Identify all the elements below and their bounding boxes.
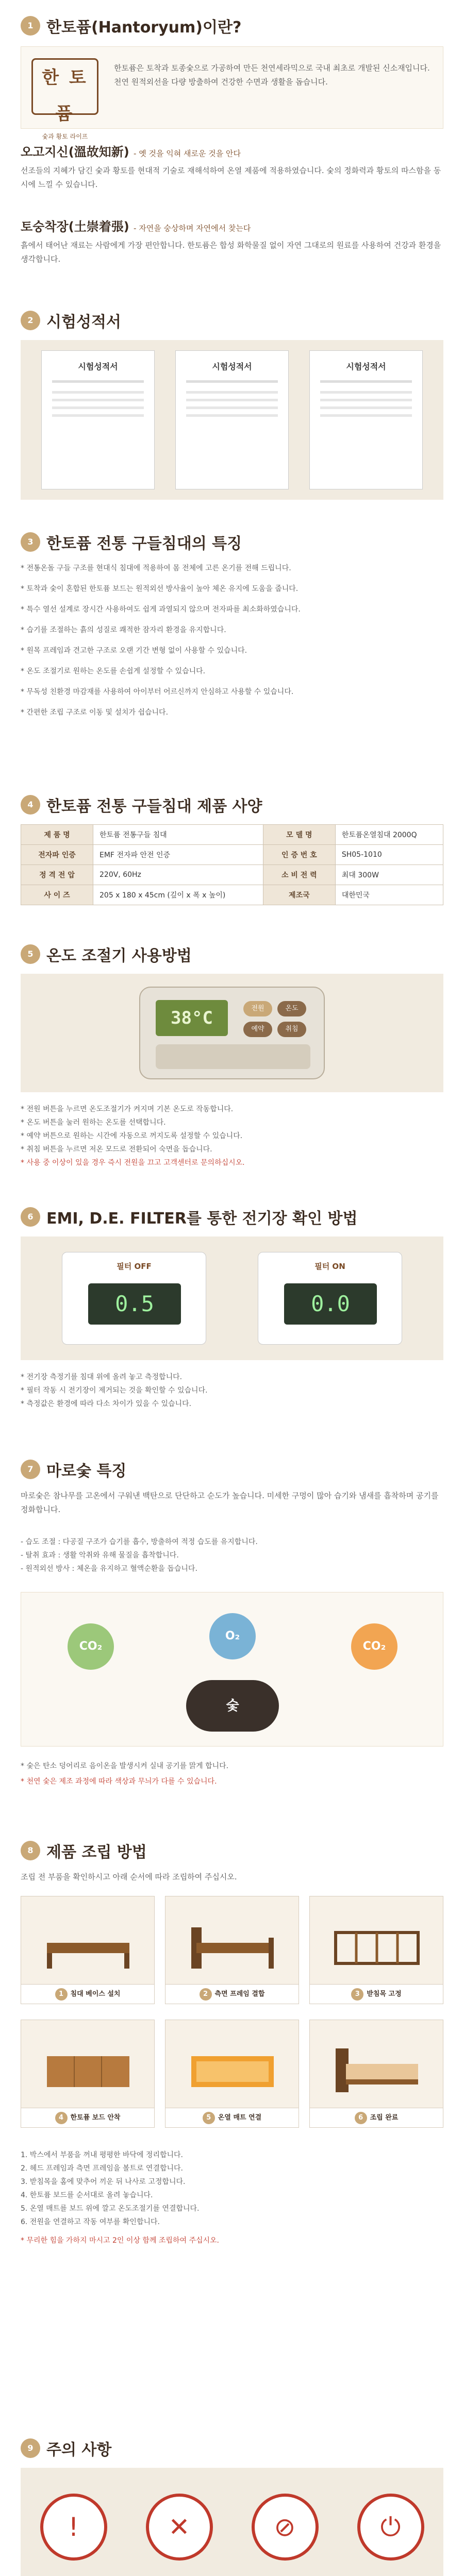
charcoal-caption: * 숯은 탄소 덩어리로 음이온을 발생시켜 실내 공기를 맑게 합니다.	[21, 1762, 229, 1770]
table-row: 사 이 즈 205 x 180 x 45cm (깊이 x 폭 x 높이) 제조국 대한민국	[21, 885, 443, 905]
controller-section	[0, 943, 464, 1190]
charcoal-point: - 습도 조절 : 다공질 구조가 습기를 흡수, 방출하여 적정 습도를 유지합니다.	[21, 1538, 258, 1546]
assembly-notes	[21, 2148, 443, 2247]
co2-left-bubble: CO₂	[68, 1623, 114, 1670]
assembly-section	[0, 1839, 464, 2416]
slat-illustration	[330, 1917, 423, 1974]
assembly-tip: * 무리한 힘을 가하지 마시고 2인 이상 함께 조립하여 주십시오.	[21, 2236, 219, 2245]
spec-heading	[21, 793, 262, 816]
section-title: 제품 조립 방법	[46, 1843, 147, 1861]
section-number: 3	[21, 532, 40, 552]
controller-visual	[21, 974, 443, 1092]
section-title: EMI, D.E. FILTER를 통한 전기장 확인 방법	[46, 1210, 358, 1228]
controller-notes	[21, 1103, 443, 1170]
emf-notes	[21, 1370, 443, 1411]
table-row: 정 격 전 압 220V, 60Hz 소 비 전 력 최대 300W	[21, 865, 443, 885]
controller-note: * 예약 버튼으로 원하는 시간에 자동으로 꺼지도록 설정할 수 있습니다.	[21, 1132, 243, 1140]
reading-label: 필터 OFF	[117, 1262, 152, 1271]
charcoal-section	[0, 1458, 464, 1819]
intro-logo-box	[21, 46, 443, 140]
section-number: 5	[21, 944, 40, 964]
assembly-note: 4. 한토퓸 보드를 순서대로 올려 놓습니다.	[21, 2191, 153, 2199]
power-off-icon: ⏻	[357, 2494, 424, 2561]
temperature-button[interactable]: 온도	[277, 1001, 306, 1016]
feature-item: * 원목 프레임과 견고한 구조로 오랜 기간 변형 없이 사용할 수 있습니다.	[21, 647, 247, 655]
doc-title: 시험성적서	[78, 362, 118, 371]
section-title: 온도 조절기 사용방법	[46, 947, 192, 965]
emf-section	[0, 1206, 464, 1437]
board-illustration	[42, 2041, 135, 2097]
intro-heading	[21, 14, 241, 37]
intro-paragraph: 한토퓸은 토착과 토종숯으로 가공하여 만든 천연세라믹으로 국내 최초로 개발된 신소재입니다. 천연 원적외선을 다량 방출하여 건강한 수면과 생활을 돕습니다.	[114, 63, 430, 87]
logo-sub-text: 숯과 황토 라이프	[42, 133, 88, 140]
section-number: 7	[21, 1460, 40, 1479]
spec-table-wrap	[21, 824, 443, 905]
emf-meter-on	[258, 1252, 402, 1345]
section-number: 8	[21, 1841, 40, 1860]
controller-note: * 사용 중 이상이 있을 경우 즉시 전원을 끄고 고객센터로 문의하십시오.	[21, 1159, 245, 1167]
assembly-step: 2 측면 프레임 결합	[165, 1896, 299, 2004]
controller-display: 38°C	[156, 1000, 228, 1036]
temperature-controller	[139, 987, 325, 1079]
doc-title: 시험성적서	[346, 362, 386, 371]
toso-text: 흙에서 태어난 재료는 사람에게 가장 편안합니다. 한토퓸은 합성 화학물질 없이 자연 그대로의 원료를 사용하여 건강과 환경을 생각합니다.	[21, 241, 441, 264]
spec-table	[21, 824, 443, 905]
emf-visual	[21, 1236, 443, 1360]
caution-heading	[21, 2437, 111, 2460]
no-water-icon: ✕	[146, 2494, 213, 2561]
toso-block	[21, 216, 443, 266]
controller-heading	[21, 943, 192, 965]
assembly-note: 6. 전원을 연결하고 작동 여부를 확인합니다.	[21, 2218, 160, 2226]
hantoryum-logo	[31, 58, 98, 140]
controller-note: * 온도 버튼을 눌러 원하는 온도를 선택합니다.	[21, 1118, 166, 1127]
doc-title: 시험성적서	[212, 362, 252, 371]
features-heading	[21, 531, 242, 553]
intro-section	[0, 0, 464, 309]
table-row: 전자파 인증 EMF 전자파 안전 인증 인 증 번 호 SH05-1010	[21, 845, 443, 865]
emf-note: * 측정값은 환경에 따라 다소 차이가 있을 수 있습니다.	[21, 1400, 192, 1408]
section-number: 9	[21, 2438, 40, 2458]
controller-note: * 취침 버튼을 누르면 저온 모드로 전환되어 숙면을 돕습니다.	[21, 1145, 212, 1154]
assembly-note: 2. 헤드 프레임과 측면 프레임을 볼트로 연결합니다.	[21, 2164, 183, 2173]
section-title: 한토퓸 전통 구들침대의 특징	[46, 535, 242, 553]
sleep-button[interactable]: 취침	[277, 1022, 306, 1037]
charcoal-text: 마로숯은 참나무를 고온에서 구워낸 백탄으로 단단하고 순도가 높습니다. 미세한 구멍이 많아 습기와 냄새를 흡착하며 공기를 정화합니다.	[21, 1491, 439, 1514]
assembly-note: 5. 온열 매트를 보드 위에 깔고 온도조절기를 연결합니다.	[21, 2205, 200, 2213]
spec-section	[0, 793, 464, 927]
section-title: 시험성적서	[46, 313, 121, 331]
feature-item: * 무독성 친환경 마감재를 사용하여 아이부터 어르신까지 안심하고 사용할 수 있습니다.	[21, 688, 294, 696]
charcoal-heading	[21, 1458, 126, 1481]
assembly-step: 3 받침목 고정	[309, 1896, 443, 2004]
toso-title: 토숭착장(土崇着張)	[21, 219, 129, 234]
bed-base-illustration	[42, 1917, 135, 1974]
feature-item: * 습기를 조절하는 흙의 성질로 쾌적한 잠자리 환경을 유지합니다.	[21, 626, 226, 634]
controller-panel	[156, 1044, 310, 1069]
caution-section	[0, 2437, 464, 2576]
assembly-intro: 조립 전 부품을 확인하시고 아래 순서에 따라 조립하여 주십시오.	[21, 1872, 237, 1882]
test-report-doc	[309, 350, 423, 489]
emf-note: * 전기장 측정기를 침대 위에 올려 놓고 측정합니다.	[21, 1373, 183, 1381]
feature-item: * 전통온돌 구들 구조를 현대식 침대에 적용하여 몸 전체에 고른 온기를 전해 드립니다.	[21, 564, 291, 572]
heating-mat-illustration	[186, 2041, 279, 2097]
test-report-doc	[175, 350, 289, 489]
o2-bubble: O₂	[209, 1613, 256, 1659]
charcoal-point: - 원적외선 방사 : 체온을 유지하고 혈액순환을 돕습니다.	[21, 1565, 197, 1573]
section-number: 4	[21, 795, 40, 815]
section-title: 한토퓸 전통 구들침대 제품 사양	[46, 798, 262, 816]
feature-item: * 특수 열선 설계로 장시간 사용하여도 쉽게 과열되지 않으며 전자파를 최소화하였습니다.	[21, 605, 301, 614]
features-list	[21, 562, 443, 726]
finished-bed-illustration	[330, 2041, 423, 2097]
controller-note: * 전원 버튼을 누르면 온도조절기가 켜지며 기본 온도로 작동합니다.	[21, 1105, 234, 1113]
ojoo-text: 선조들의 지혜가 담긴 숯과 황토를 현대적 기술로 재해석하여 온열 제품에 적용하였습니다. 숯의 정화력과 황토의 따스함을 동시에 느낄 수 있습니다.	[21, 166, 441, 189]
charcoal-note: * 천연 숯은 제조 과정에 따라 색상과 무늬가 다를 수 있습니다.	[21, 1777, 217, 1786]
charcoal-block: 숯	[186, 1680, 279, 1732]
section-number: 2	[21, 311, 40, 330]
ojoo-subtitle: - 옛 것을 익혀 새로운 것을 안다	[134, 149, 241, 158]
caution-icons	[21, 2468, 443, 2576]
assembly-heading	[21, 1839, 147, 1862]
features-section	[0, 531, 464, 773]
side-frame-illustration	[186, 1917, 279, 1974]
feature-item: * 온도 조절기로 원하는 온도를 손쉽게 설정할 수 있습니다.	[21, 667, 206, 675]
section-number: 1	[21, 16, 40, 36]
section-number: 6	[21, 1207, 40, 1227]
warning-icon: !	[40, 2494, 107, 2561]
controller-buttons	[243, 1001, 310, 1037]
ojoo-title: 오고지신(溫故知新)	[21, 145, 129, 159]
assembly-step: 4 한토퓸 보드 안착	[21, 2020, 155, 2128]
section-title: 한토퓸(Hantoryum)이란?	[46, 19, 242, 37]
emf-heading	[21, 1206, 357, 1228]
assembly-step: 6 조립 완료	[309, 2020, 443, 2128]
assembly-note: 1. 박스에서 부품을 꺼내 평평한 바닥에 정리합니다.	[21, 2151, 183, 2159]
charcoal-point: - 탈취 효과 : 생활 악취와 유해 물질을 흡착합니다.	[21, 1551, 179, 1560]
assembly-step: 5 온열 매트 연결	[165, 2020, 299, 2128]
charcoal-points	[21, 1535, 443, 1575]
power-button[interactable]: 전원	[243, 1001, 272, 1016]
assembly-note: 3. 받침목을 홈에 맞추어 끼운 뒤 나사로 고정합니다.	[21, 2178, 186, 2186]
test-heading	[21, 309, 121, 332]
reading-value: 0.5	[88, 1283, 181, 1325]
test-section	[0, 309, 464, 515]
assembly-step: 1 침대 베이스 설치	[21, 1896, 155, 2004]
reservation-button[interactable]: 예약	[243, 1022, 272, 1037]
ojoo-block	[21, 142, 443, 192]
reading-value: 0.0	[284, 1283, 377, 1325]
co2-right-bubble: CO₂	[351, 1623, 397, 1670]
table-row: 제 품 명 한토퓸 전통구들 침대 모 델 명 한토퓸온열침대 2000Q	[21, 825, 443, 845]
emf-meter-off	[62, 1252, 206, 1345]
logo-main-text: 한 토 퓸	[42, 67, 88, 124]
emf-note: * 필터 작동 시 전기장이 제거되는 것을 확인할 수 있습니다.	[21, 1386, 208, 1395]
section-title: 마로숯 특징	[46, 1462, 127, 1480]
feature-item: * 간편한 조립 구조로 이동 및 설치가 쉽습니다.	[21, 708, 169, 717]
toso-subtitle: - 자연을 숭상하며 자연에서 찾는다	[134, 224, 251, 233]
feature-item: * 토착과 숯이 혼합된 한토퓸 보드는 원적외선 방사율이 높아 체온 유지에 도움을 줍니다.	[21, 585, 299, 593]
test-docs-area	[21, 340, 443, 500]
reading-label: 필터 ON	[314, 1262, 345, 1271]
charcoal-diagram	[21, 1592, 443, 1747]
no-jump-icon: ⊘	[252, 2494, 319, 2561]
test-report-doc	[41, 350, 155, 489]
section-title: 주의 사항	[46, 2441, 112, 2459]
